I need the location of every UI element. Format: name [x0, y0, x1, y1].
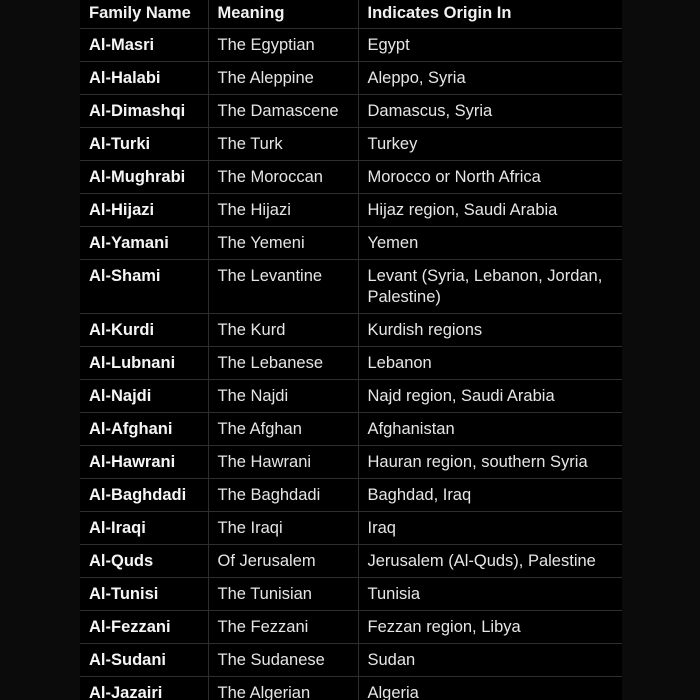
meaning-cell: The Najdi: [208, 380, 358, 413]
table-row: [80, 260, 622, 314]
meaning-cell: The Sudanese: [208, 644, 358, 677]
family-name-cell: Al-Lubnani: [80, 347, 208, 380]
table-row: [80, 29, 622, 62]
origin-cell: Hauran region, southern Syria: [358, 446, 622, 479]
table-row: [80, 446, 622, 479]
origin-cell: Baghdad, Iraq: [358, 479, 622, 512]
family-name-cell: Al-Kurdi: [80, 314, 208, 347]
table-row: [80, 161, 622, 194]
origin-cell: Turkey: [358, 128, 622, 161]
meaning-cell: Of Jerusalem: [208, 545, 358, 578]
table-row: [80, 413, 622, 446]
origin-cell: Sudan: [358, 644, 622, 677]
meaning-cell: The Hawrani: [208, 446, 358, 479]
origin-cell: Fezzan region, Libya: [358, 611, 622, 644]
origin-cell: Levant (Syria, Lebanon, Jordan, Palestine): [358, 260, 622, 314]
table-row: [80, 677, 622, 700]
family-name-cell: Al-Iraqi: [80, 512, 208, 545]
meaning-cell: The Kurd: [208, 314, 358, 347]
meaning-cell: The Baghdadi: [208, 479, 358, 512]
table-row: [80, 479, 622, 512]
table-panel: [80, 0, 622, 700]
origin-cell: Yemen: [358, 227, 622, 260]
meaning-cell: The Hijazi: [208, 194, 358, 227]
meaning-cell: The Afghan: [208, 413, 358, 446]
meaning-cell: The Aleppine: [208, 62, 358, 95]
meaning-cell: The Yemeni: [208, 227, 358, 260]
meaning-cell: The Lebanese: [208, 347, 358, 380]
meaning-cell: The Levantine: [208, 260, 358, 314]
table-row: [80, 611, 622, 644]
family-name-cell: Al-Fezzani: [80, 611, 208, 644]
meaning-cell: The Tunisian: [208, 578, 358, 611]
table-row: [80, 644, 622, 677]
table-row: [80, 347, 622, 380]
origin-cell: Algeria: [358, 677, 622, 700]
table-row: [80, 95, 622, 128]
meaning-cell: The Algerian: [208, 677, 358, 700]
family-name-cell: Al-Najdi: [80, 380, 208, 413]
family-name-cell: Al-Afghani: [80, 413, 208, 446]
family-name-cell: Al-Dimashqi: [80, 95, 208, 128]
origin-cell: Afghanistan: [358, 413, 622, 446]
header-row: [80, 0, 622, 29]
origin-cell: Hijaz region, Saudi Arabia: [358, 194, 622, 227]
meaning-cell: The Moroccan: [208, 161, 358, 194]
meaning-cell: The Turk: [208, 128, 358, 161]
family-name-cell: Al-Sudani: [80, 644, 208, 677]
family-name-cell: Al-Quds: [80, 545, 208, 578]
family-name-cell: Al-Yamani: [80, 227, 208, 260]
table-row: [80, 380, 622, 413]
family-name-cell: Al-Turki: [80, 128, 208, 161]
table-row: [80, 62, 622, 95]
origin-cell: Najd region, Saudi Arabia: [358, 380, 622, 413]
surname-origin-table: [80, 0, 622, 700]
table-header: [80, 0, 622, 29]
table-row: [80, 128, 622, 161]
meaning-cell: The Fezzani: [208, 611, 358, 644]
origin-cell: Lebanon: [358, 347, 622, 380]
origin-cell: Morocco or North Africa: [358, 161, 622, 194]
family-name-cell: Al-Jazairi: [80, 677, 208, 700]
table-row: [80, 578, 622, 611]
header-meaning: Meaning: [208, 0, 358, 29]
table-row: [80, 314, 622, 347]
family-name-cell: Al-Hijazi: [80, 194, 208, 227]
table-row: [80, 227, 622, 260]
family-name-cell: Al-Tunisi: [80, 578, 208, 611]
meaning-cell: The Damascene: [208, 95, 358, 128]
family-name-cell: Al-Halabi: [80, 62, 208, 95]
table-body: [80, 29, 622, 700]
meaning-cell: The Iraqi: [208, 512, 358, 545]
origin-cell: Kurdish regions: [358, 314, 622, 347]
origin-cell: Aleppo, Syria: [358, 62, 622, 95]
origin-cell: Iraq: [358, 512, 622, 545]
origin-cell: Tunisia: [358, 578, 622, 611]
origin-cell: Damascus, Syria: [358, 95, 622, 128]
table-row: [80, 194, 622, 227]
meaning-cell: The Egyptian: [208, 29, 358, 62]
origin-cell: Egypt: [358, 29, 622, 62]
header-origin: Indicates Origin In: [358, 0, 622, 29]
table-row: [80, 545, 622, 578]
origin-cell: Jerusalem (Al-Quds), Palestine: [358, 545, 622, 578]
family-name-cell: Al-Mughrabi: [80, 161, 208, 194]
header-family-name: Family Name: [80, 0, 208, 29]
family-name-cell: Al-Baghdadi: [80, 479, 208, 512]
table-row: [80, 512, 622, 545]
family-name-cell: Al-Shami: [80, 260, 208, 314]
family-name-cell: Al-Masri: [80, 29, 208, 62]
family-name-cell: Al-Hawrani: [80, 446, 208, 479]
